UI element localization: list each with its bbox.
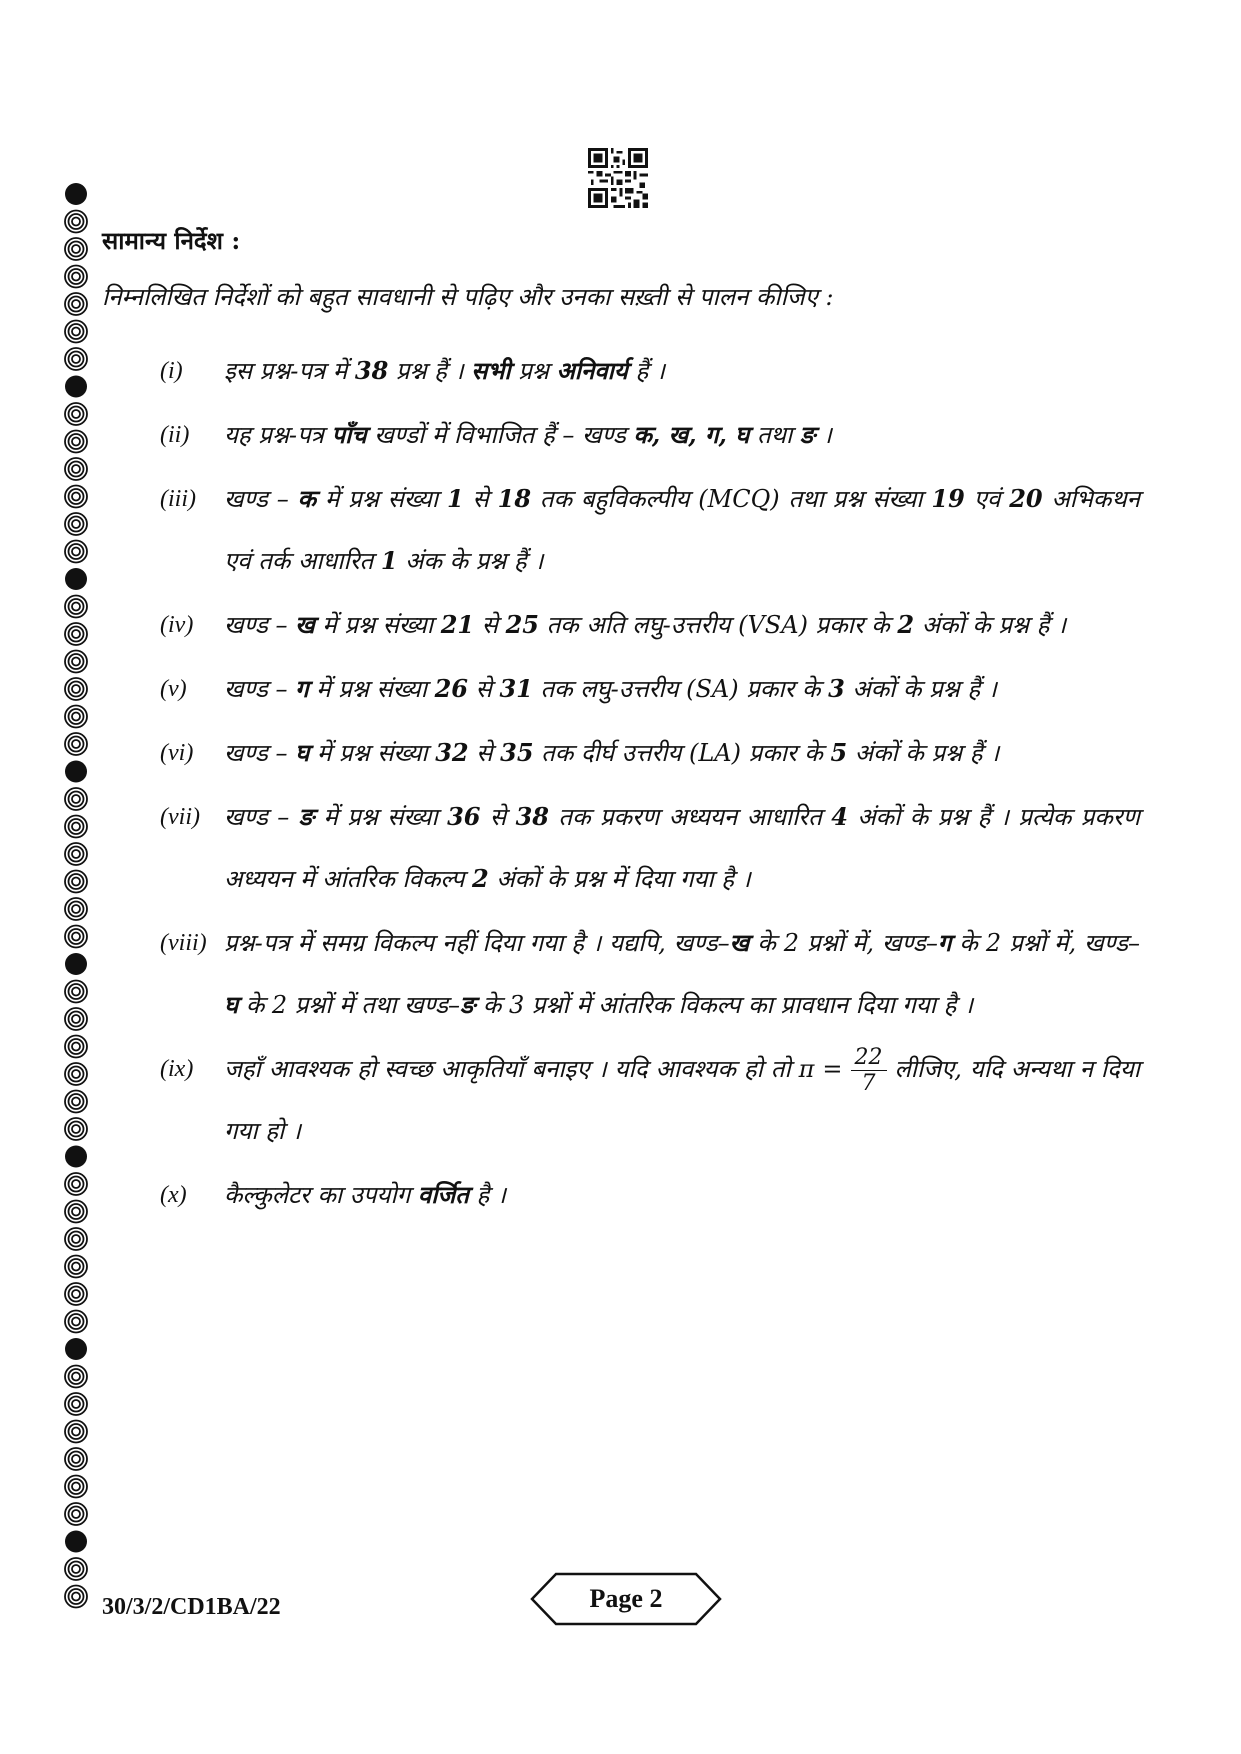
emphasis-text: वर्जित [417, 1180, 469, 1209]
emphasis-text: ङ [459, 990, 476, 1019]
emphasis-text: 5 [830, 738, 848, 767]
emphasis-text: 38 [354, 356, 389, 385]
text-run: के 3 प्रश्नों में आंतरिक विकल्प का प्रावधान दिया गया है । [475, 991, 974, 1019]
instruction-number: (vi) [160, 740, 194, 766]
text-run: प्रश्न हैं । [388, 357, 472, 385]
margin-ring [65, 953, 87, 975]
text-run: कैल्कुलेटर का उपयोग [224, 1181, 418, 1209]
instruction-text [224, 404, 1140, 466]
margin-ring [65, 788, 87, 810]
instruction-number: (i) [160, 358, 183, 384]
instruction-text [224, 912, 1140, 1036]
text-run: तक बहुविकल्पीय (MCQ) तथा प्रश्न संख्या [531, 485, 932, 513]
emphasis-text: 38 [515, 802, 549, 831]
text-run: के 2 प्रश्नों में तथा खण्ड– [238, 991, 460, 1019]
margin-ring [65, 623, 87, 645]
instruction-number: (vii) [160, 804, 200, 830]
emphasis-text: 32 [435, 738, 469, 767]
emphasis-text: 35 [500, 738, 534, 767]
emphasis-text: 4 [831, 802, 848, 831]
margin-ring-strip [60, 180, 92, 1612]
margin-ring [65, 376, 87, 398]
emphasis-text: ग [295, 674, 309, 703]
instruction-item [160, 404, 1140, 466]
text-run: खण्ड – [224, 675, 296, 703]
text-run: खण्ड – [224, 739, 296, 767]
text-run: से [474, 611, 506, 639]
margin-ring [65, 761, 87, 783]
instruction-item [160, 722, 1140, 784]
emphasis-text: घ [224, 990, 239, 1019]
instruction-number: (iii) [160, 486, 196, 512]
text-run: तथा [749, 421, 800, 449]
instruction-item [160, 786, 1140, 910]
text-run: इस प्रश्न-पत्र में [224, 357, 355, 385]
margin-ring [65, 1448, 87, 1470]
margin-ring [65, 1586, 87, 1608]
text-run: तक प्रकरण अध्ययन आधारित [548, 803, 832, 831]
text-run: में प्रश्न संख्या [316, 485, 447, 513]
fraction-numerator: 22 [851, 1045, 887, 1071]
margin-ring [65, 843, 87, 865]
emphasis-text: क [297, 484, 317, 513]
text-run: । [815, 421, 832, 449]
margin-ring [65, 706, 87, 728]
instruction-item [160, 912, 1140, 1036]
instruction-number: (x) [160, 1182, 187, 1208]
text-run: तक अति लघु-उत्तरीय (VSA) प्रकार के [538, 611, 898, 639]
margin-ring [65, 458, 87, 480]
margin-ring [65, 403, 87, 425]
emphasis-text: 25 [505, 610, 539, 639]
instruction-item [160, 1038, 1140, 1162]
instruction-item [160, 658, 1140, 720]
margin-ring [65, 1311, 87, 1333]
margin-ring [65, 513, 87, 535]
emphasis-text: 1 [380, 546, 398, 575]
emphasis-text: 19 [931, 484, 965, 513]
fraction [851, 1045, 887, 1097]
emphasis-text: 18 [497, 484, 532, 513]
text-run: है । [468, 1181, 507, 1209]
margin-ring [65, 1283, 87, 1305]
instructions-intro: निम्नलिखित निर्देशों को बहुत सावधानी से पढ़िए और उनका सख़्ती से पालन कीजिए : [102, 283, 834, 311]
emphasis-text: क, ख, ग, घ [633, 420, 750, 449]
emphasis-text: 26 [434, 674, 468, 703]
text-run: के 2 प्रश्नों में, खण्ड– [951, 929, 1140, 957]
paper-code: 30/3/2/CD1BA/22 [102, 1594, 281, 1620]
text-run: प्रश्न [510, 357, 557, 385]
text-run: से [467, 675, 500, 703]
text-run: तक लघु-उत्तरीय (SA) प्रकार के [532, 675, 829, 703]
emphasis-text: 1 [446, 484, 464, 513]
instruction-number: (iv) [160, 612, 194, 638]
margin-ring [65, 1008, 87, 1030]
margin-ring [65, 926, 87, 948]
margin-ring [65, 898, 87, 920]
margin-ring [65, 1558, 87, 1580]
instruction-number: (v) [160, 676, 187, 702]
instruction-number: (viii) [160, 930, 207, 956]
text-run: खण्ड – [224, 611, 296, 639]
text-run: से [463, 485, 498, 513]
margin-ring [65, 348, 87, 370]
instruction-item [160, 468, 1140, 592]
margin-ring [65, 1118, 87, 1140]
qr-code [588, 148, 648, 208]
text-run: खण्डों में विभाजित हैं – खण्ड [366, 421, 634, 449]
text-run: जहाँ आवश्यक हो स्वच्छ आकृतियाँ बनाइए । यदि आवश्यक हो तो π = [224, 1055, 843, 1083]
text-run: यह प्रश्न-पत्र [224, 421, 332, 449]
margin-ring [65, 321, 87, 343]
emphasis-text: 31 [499, 674, 533, 703]
margin-ring [65, 1531, 87, 1553]
margin-ring [65, 981, 87, 1003]
instruction-text [224, 786, 1140, 910]
margin-ring [65, 1036, 87, 1058]
instruction-text [224, 722, 1140, 784]
margin-ring [65, 1173, 87, 1195]
margin-ring [65, 293, 87, 315]
text-run: खण्ड – [224, 803, 299, 831]
margin-ring [65, 1091, 87, 1113]
fraction-denominator: 7 [861, 1071, 876, 1096]
text-run: प्रश्न-पत्र में समग्र विकल्प नहीं दिया गया है । यद्यपि, खण्ड– [224, 929, 730, 957]
margin-ring [65, 816, 87, 838]
margin-ring [65, 1366, 87, 1388]
text-run: में प्रश्न संख्या [308, 675, 435, 703]
text-run: खण्ड – [224, 485, 298, 513]
text-run: के 2 प्रश्नों में, खण्ड– [749, 929, 938, 957]
emphasis-text: पाँच [331, 420, 367, 449]
emphasis-text: सभी [471, 356, 511, 385]
text-run: तक दीर्घ उत्तरीय (LA) प्रकार के [533, 739, 831, 767]
margin-ring [65, 1338, 87, 1360]
text-run: हैं । [627, 357, 665, 385]
emphasis-text: 20 [1009, 484, 1043, 513]
instruction-item [160, 340, 1140, 402]
instruction-item [160, 1164, 1140, 1226]
margin-ring [65, 1476, 87, 1498]
margin-ring [65, 1063, 87, 1085]
margin-ring [65, 1146, 87, 1168]
emphasis-text: 3 [828, 674, 845, 703]
instruction-item [160, 594, 1140, 656]
instruction-number: (ix) [160, 1056, 194, 1082]
text-run: लीजिए, यदि अन्यथा न दिया गया हो । [224, 1055, 1140, 1145]
text-run: अंकों के प्रश्न हैं । [914, 611, 1067, 639]
emphasis-text: ख [295, 610, 315, 639]
margin-ring [65, 1421, 87, 1443]
margin-ring [65, 651, 87, 673]
emphasis-text: ख [729, 928, 750, 957]
emphasis-text: ङ [799, 420, 816, 449]
text-run: अंकों के प्रश्न हैं । [847, 739, 1000, 767]
margin-ring [65, 431, 87, 453]
emphasis-text: 2 [471, 864, 489, 893]
instruction-text [224, 594, 1140, 656]
text-run: अंक के प्रश्न हैं । [397, 547, 544, 575]
margin-ring [65, 1393, 87, 1415]
text-run: में प्रश्न संख्या [314, 803, 448, 831]
text-run: अंकों के प्रश्न हैं । प्रत्येक प्रकरण अध्ययन में आंतरिक विकल्प [224, 803, 1140, 893]
page-number-label: Page 2 [589, 1584, 663, 1613]
emphasis-text: 2 [897, 610, 915, 639]
margin-ring [65, 1503, 87, 1525]
text-run: में प्रश्न संख्या [309, 739, 436, 767]
text-run: अंकों के प्रश्न में दिया गया है । [488, 865, 751, 893]
instruction-text [224, 1038, 1140, 1162]
text-run: से [468, 739, 501, 767]
section-title: सामान्य निर्देश : [102, 226, 241, 255]
margin-ring [65, 596, 87, 618]
emphasis-text: ङ [298, 802, 315, 831]
instruction-text [224, 468, 1140, 592]
margin-ring [65, 678, 87, 700]
margin-ring [65, 1256, 87, 1278]
margin-ring [65, 183, 87, 205]
text-run: से [480, 803, 516, 831]
emphasis-text: 21 [440, 610, 475, 639]
instruction-list [160, 340, 1140, 1228]
emphasis-text: ग [937, 928, 952, 957]
text-run: में प्रश्न संख्या [314, 611, 441, 639]
instruction-number: (ii) [160, 422, 190, 448]
margin-ring [65, 266, 87, 288]
text-run: अंकों के प्रश्न हैं । [844, 675, 997, 703]
margin-ring [65, 1201, 87, 1223]
margin-ring [65, 541, 87, 563]
text-run: एवं [964, 485, 1010, 513]
margin-ring [65, 733, 87, 755]
emphasis-text: अनिवार्य [556, 356, 628, 385]
instruction-text [224, 658, 1140, 720]
instruction-text [224, 1164, 1140, 1226]
margin-ring [65, 211, 87, 233]
emphasis-text: 36 [447, 802, 481, 831]
margin-ring [65, 486, 87, 508]
margin-ring [65, 871, 87, 893]
instruction-text [224, 340, 1140, 402]
emphasis-text: घ [295, 738, 310, 767]
margin-ring [65, 1228, 87, 1250]
margin-ring [65, 238, 87, 260]
text-run: अभिकथन एवं तर्क आधारित [224, 485, 1140, 575]
margin-ring [65, 568, 87, 590]
